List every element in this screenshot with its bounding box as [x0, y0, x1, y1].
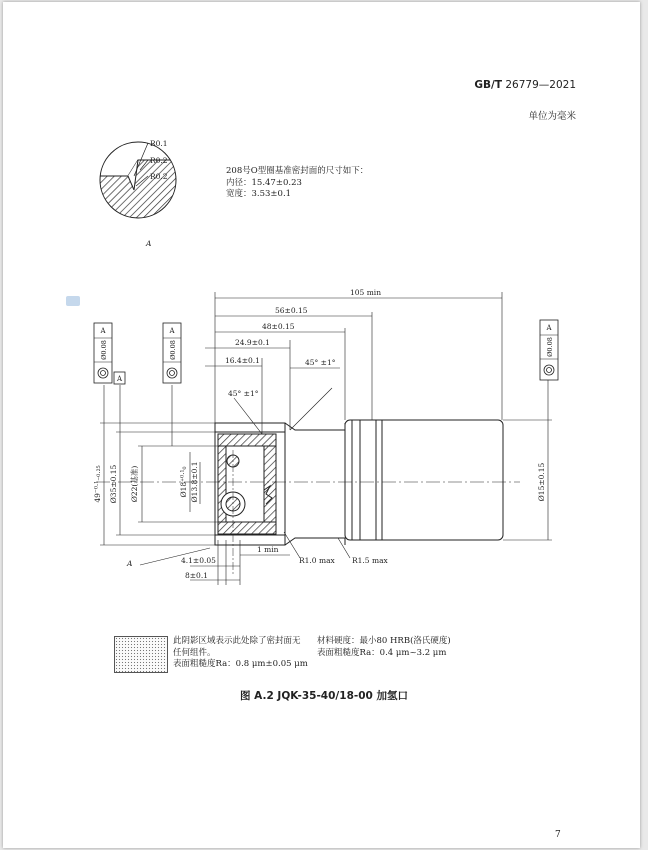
- dim-13-8: Ø13.8±0.1: [190, 461, 199, 503]
- dim-24-9: 24.9±0.1: [235, 338, 270, 347]
- angle-upper: 45° ±1°: [305, 358, 336, 367]
- legend-line: 此阴影区域表示此处除了密封面无: [173, 636, 301, 646]
- unit-note: 单位为毫米: [528, 111, 576, 122]
- dim-16-4: 16.4±0.1: [225, 356, 260, 365]
- dim-4-1: 4.1±0.05: [181, 556, 216, 565]
- standard-prefix: GB/T: [474, 79, 503, 91]
- standard-code: 26779—2021: [505, 79, 576, 91]
- dim-49: 49⁻⁰·¹₋₀.₂₅: [93, 465, 102, 503]
- dim-22-datum: Ø22(基准): [130, 465, 139, 503]
- datum-a-box: A: [116, 375, 123, 383]
- tolerance-frame-1: [94, 323, 125, 384]
- dim-105: 105 min: [350, 288, 382, 297]
- radius-r1-5: R1.5 max: [352, 556, 388, 565]
- dim-18: Ø18⁺⁰·¹₀: [179, 466, 188, 498]
- tol-ref-1: A: [100, 327, 106, 335]
- detail-r02-mid: R0.2: [150, 156, 168, 165]
- dim-56: 56±0.15: [275, 306, 308, 315]
- dim-35: Ø35±0.15: [109, 464, 118, 504]
- dim-1min: 1 min: [257, 545, 279, 554]
- oring-note-line: 内径：15.47±0.23: [226, 177, 302, 188]
- radius-r1: R1.0 max: [299, 556, 335, 565]
- detail-r02-low: R0.2: [150, 172, 168, 181]
- dim-15-right: Ø15±0.15: [537, 462, 546, 502]
- oring-note-line: 208号O型圈基准密封面的尺寸如下：: [226, 166, 369, 176]
- page-number: 7: [555, 830, 561, 840]
- tol-ref-3: A: [546, 324, 552, 332]
- tol-ref-2: A: [169, 327, 175, 335]
- tolerance-frame-2: [163, 323, 181, 383]
- detail-label-a: A: [146, 239, 152, 248]
- dim-8: 8±0.1: [185, 571, 208, 580]
- detail-r01: R0.1: [150, 139, 168, 148]
- material-line: 表面粗糙度Ra：0.4 μm~3.2 μm: [317, 647, 447, 658]
- material-note: [317, 636, 451, 659]
- tol-value-2: Ø0.08: [169, 340, 177, 360]
- tol-value-3: Ø0.08: [546, 337, 554, 357]
- section-label-a: A: [127, 559, 133, 568]
- tol-value-1: Ø0.08: [100, 340, 108, 360]
- material-line: 材料硬度：最小80 HRB(洛氏硬度): [317, 636, 451, 646]
- detail-view-a: [98, 139, 176, 248]
- tolerance-frame-3: [540, 320, 558, 380]
- hatch-legend-text: [173, 636, 308, 671]
- dim-48: 48±0.15: [262, 322, 295, 331]
- angle-lower: 45° ±1°: [228, 389, 259, 398]
- legend-line: 表面粗糙度Ra：0.8 μm±0.05 μm: [173, 659, 308, 669]
- hatch-legend-swatch: [114, 636, 168, 673]
- oring-note-line: 宽度：3.53±0.1: [226, 189, 292, 199]
- legend-line: 任何组件。: [173, 647, 216, 658]
- figure-caption: 图 A.2 JQK-35-40/18-00 加氢口: [240, 690, 408, 702]
- nozzle-body: [96, 420, 520, 575]
